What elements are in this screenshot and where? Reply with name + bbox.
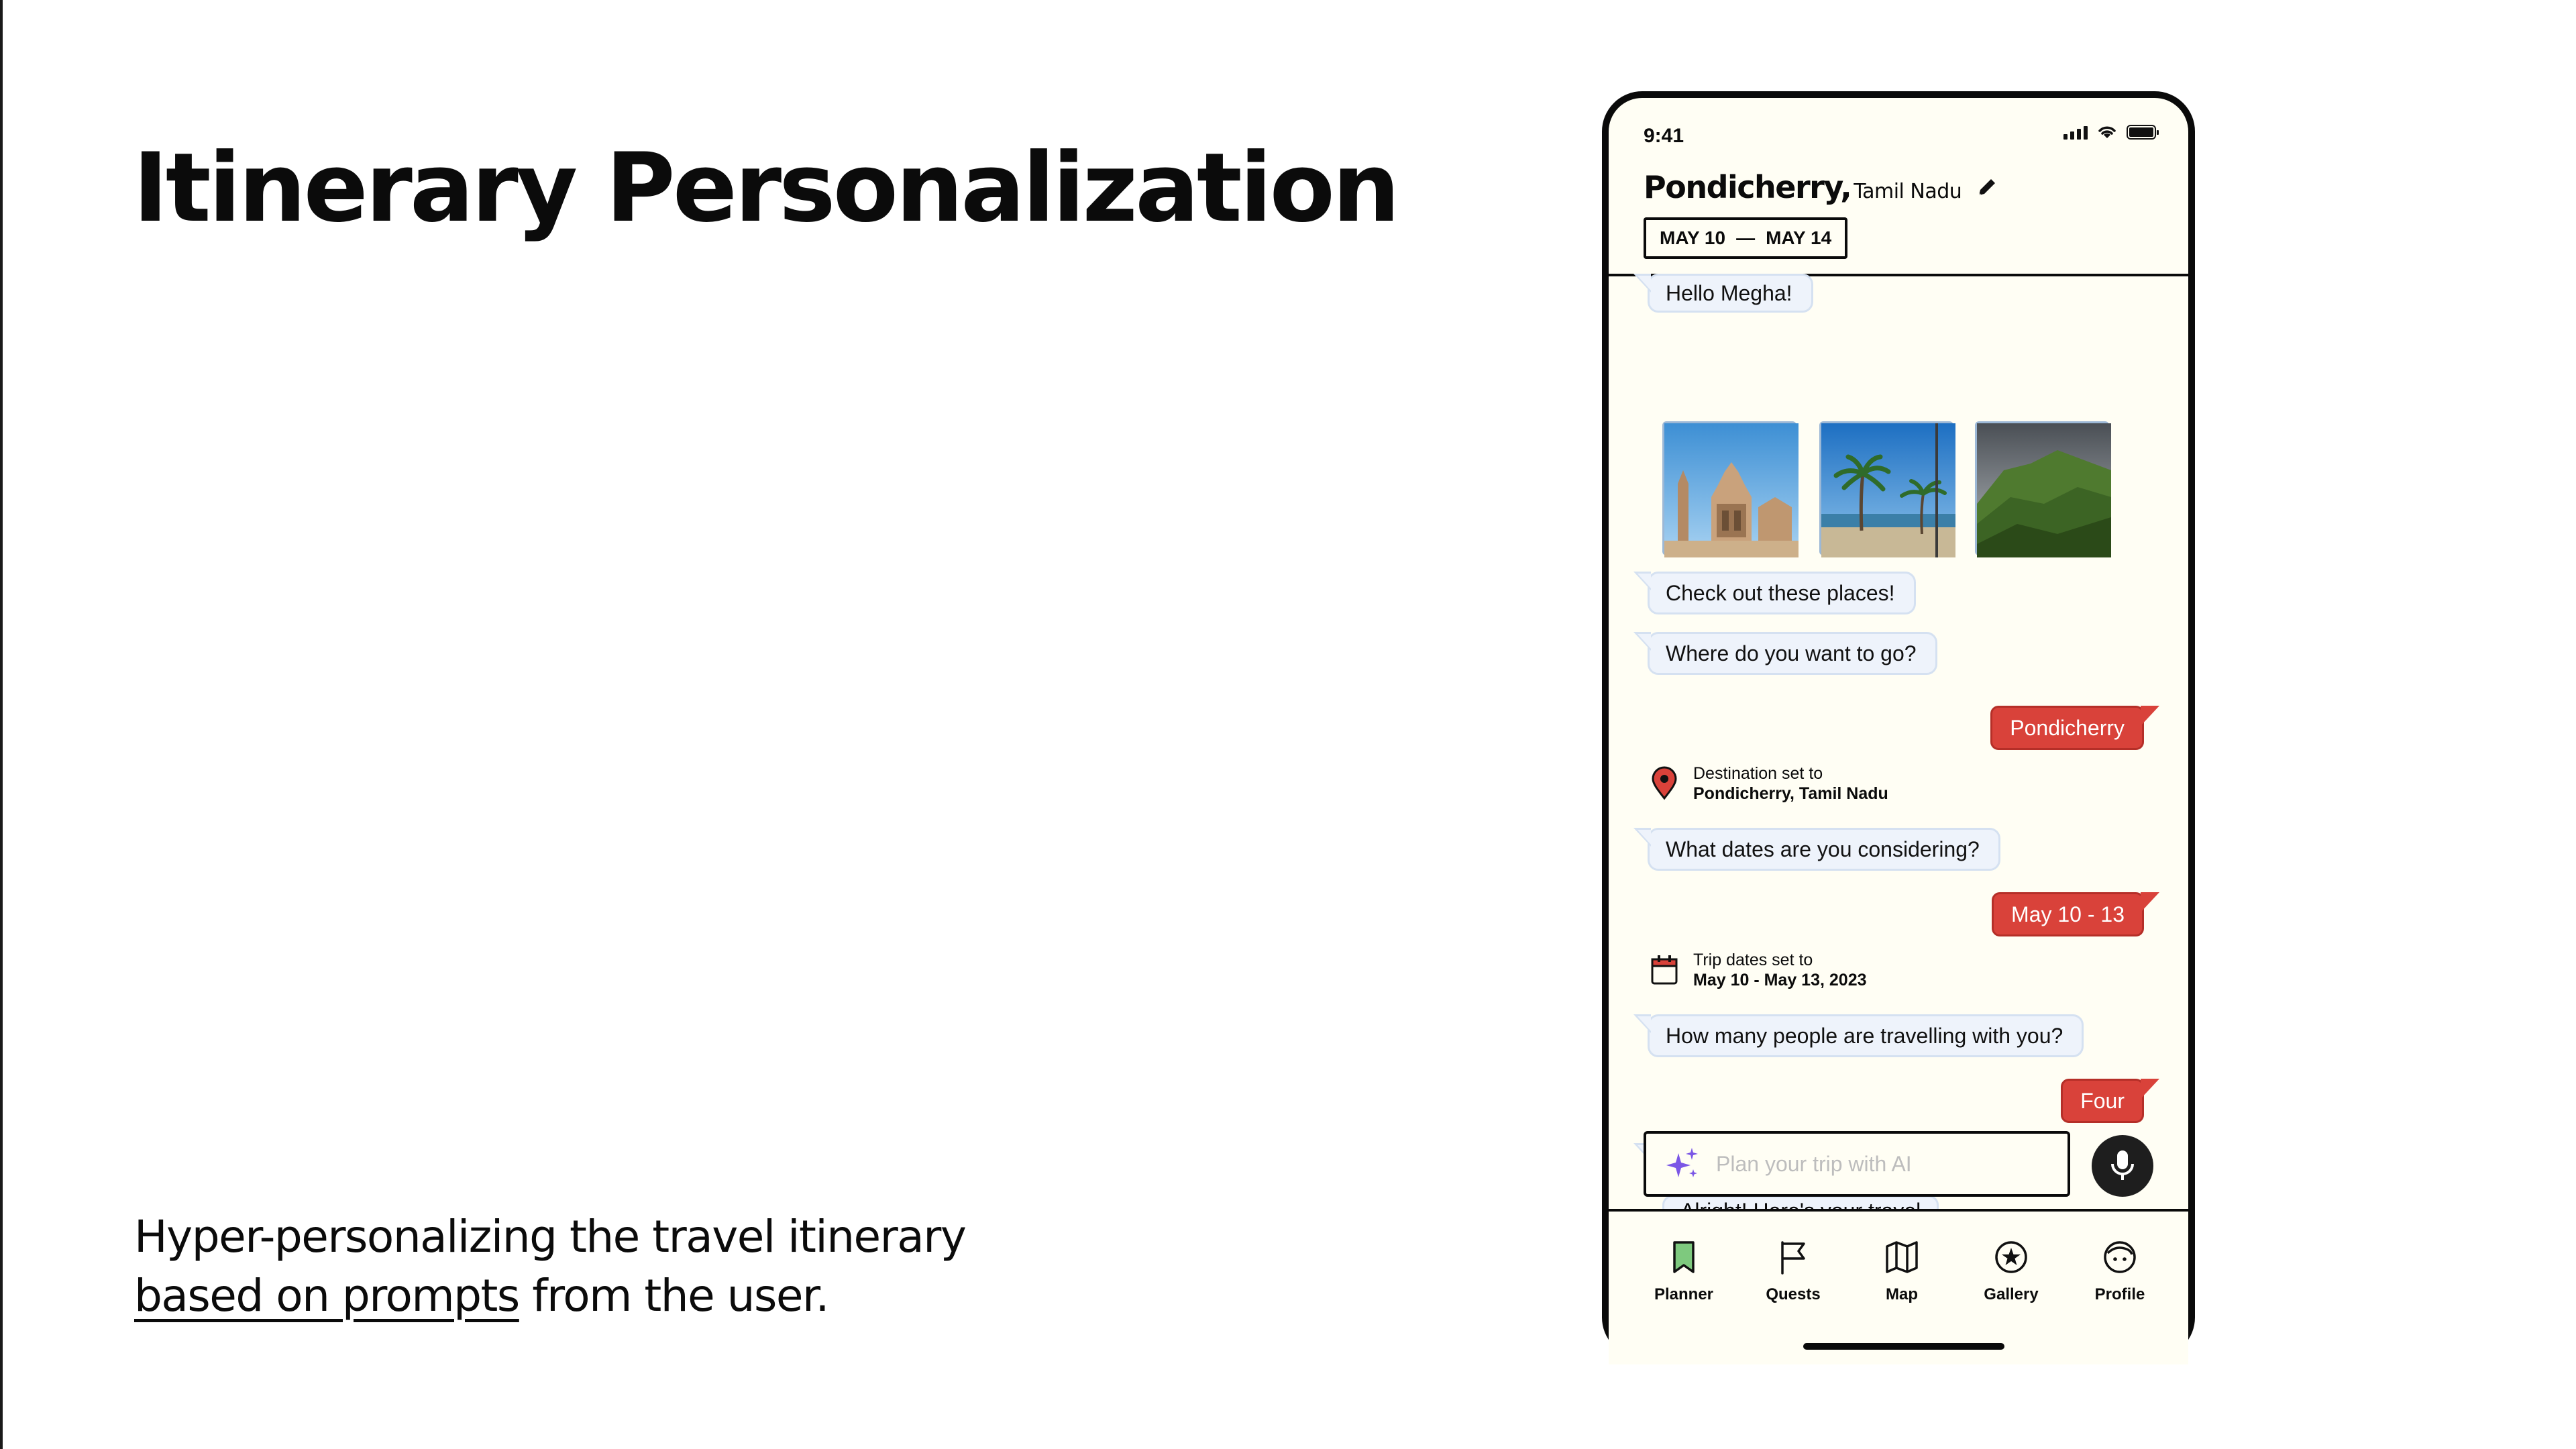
slide-title: Itinerary Personalization (133, 133, 1398, 244)
dates-value: May 10 - May 13, 2023 (1693, 971, 1867, 989)
place-image-temple[interactable] (1662, 421, 1796, 555)
signal-icon (2063, 125, 2088, 140)
place-image-hills[interactable] (1975, 421, 2109, 555)
status-bar (1609, 98, 2188, 154)
map-icon (1883, 1238, 1921, 1276)
tab-profile[interactable] (2073, 1238, 2167, 1304)
status-icons (2063, 125, 2156, 140)
subtitle-line-1: Hyper-personalizing the travel itinerary (134, 1211, 966, 1263)
dates-set-text (1693, 950, 1867, 990)
slide-subtitle (134, 1208, 965, 1326)
flag-icon (1774, 1238, 1812, 1276)
tab-label-profile: Profile (2094, 1285, 2145, 1303)
face-icon (2101, 1238, 2139, 1276)
pencil-icon[interactable] (1975, 175, 1999, 199)
prompt-input[interactable] (1716, 1152, 2051, 1177)
system-message-dates (1650, 950, 1867, 990)
user-reply-dates: May 10 - 13 (1992, 892, 2144, 936)
star-circle-icon (1992, 1238, 2030, 1276)
user-reply-destination: Pondicherry (1990, 706, 2144, 750)
bottom-tab-bar (1609, 1209, 2188, 1364)
date-start: MAY 10 (1660, 227, 1726, 248)
date-separator: — (1736, 227, 1756, 248)
place-image-beach[interactable] (1819, 421, 1953, 555)
system-message-destination (1650, 763, 1888, 804)
mic-button[interactable] (2092, 1135, 2153, 1197)
tab-map[interactable] (1855, 1238, 1949, 1304)
home-indicator[interactable] (1803, 1343, 2004, 1350)
beach-image (1821, 423, 1955, 557)
trip-header (1609, 154, 2188, 276)
tab-label-planner: Planner (1654, 1285, 1714, 1303)
destination-row (1644, 169, 1999, 205)
dates-caption: Trip dates set to (1693, 951, 1813, 969)
subtitle-line-2 (134, 1267, 965, 1326)
microphone-icon (2109, 1149, 2136, 1183)
tab-quests[interactable] (1746, 1238, 1840, 1304)
temple-image (1664, 423, 1799, 557)
destination-caption: Destination set to (1693, 764, 1823, 783)
hills-image (1977, 423, 2111, 557)
state-name: Tamil Nadu (1854, 180, 1962, 203)
subtitle-underlined: based on prompts (134, 1270, 519, 1322)
tab-planner[interactable] (1637, 1238, 1731, 1304)
bot-message-check-out: Check out these places! (1648, 572, 1916, 614)
date-end: MAY 14 (1766, 227, 1832, 248)
tab-label-quests: Quests (1766, 1285, 1821, 1303)
user-reply-people: Four (2061, 1079, 2144, 1123)
bot-message-dates: What dates are you considering? (1648, 828, 2000, 871)
sparkle-icon (1665, 1146, 1700, 1181)
bot-message-people: How many people are travelling with you? (1648, 1014, 2084, 1057)
tab-label-map: Map (1886, 1285, 1918, 1303)
destination-set-text (1693, 763, 1888, 804)
bot-message-greeting: Hello Megha! (1648, 274, 1813, 313)
date-range-pill[interactable] (1644, 217, 1847, 259)
bot-message-where: Where do you want to go? (1648, 632, 1937, 675)
subtitle-rest: from the user. (519, 1270, 829, 1322)
status-time: 9:41 (1644, 125, 1684, 147)
bookmark-icon (1665, 1238, 1703, 1276)
phone-mockup (1602, 91, 2195, 1358)
tab-gallery[interactable] (1964, 1238, 2058, 1304)
destination-value: Pondicherry, Tamil Nadu (1693, 784, 1888, 803)
battery-icon (2127, 125, 2156, 140)
city-name: Pondicherry, (1644, 169, 1851, 205)
tab-label-gallery: Gallery (1984, 1285, 2039, 1303)
wifi-icon (2097, 125, 2117, 140)
ai-prompt-composer (1644, 1131, 2070, 1197)
chat-thread[interactable] (1609, 276, 2188, 1209)
map-pin-icon (1650, 767, 1678, 800)
calendar-icon (1650, 954, 1678, 986)
